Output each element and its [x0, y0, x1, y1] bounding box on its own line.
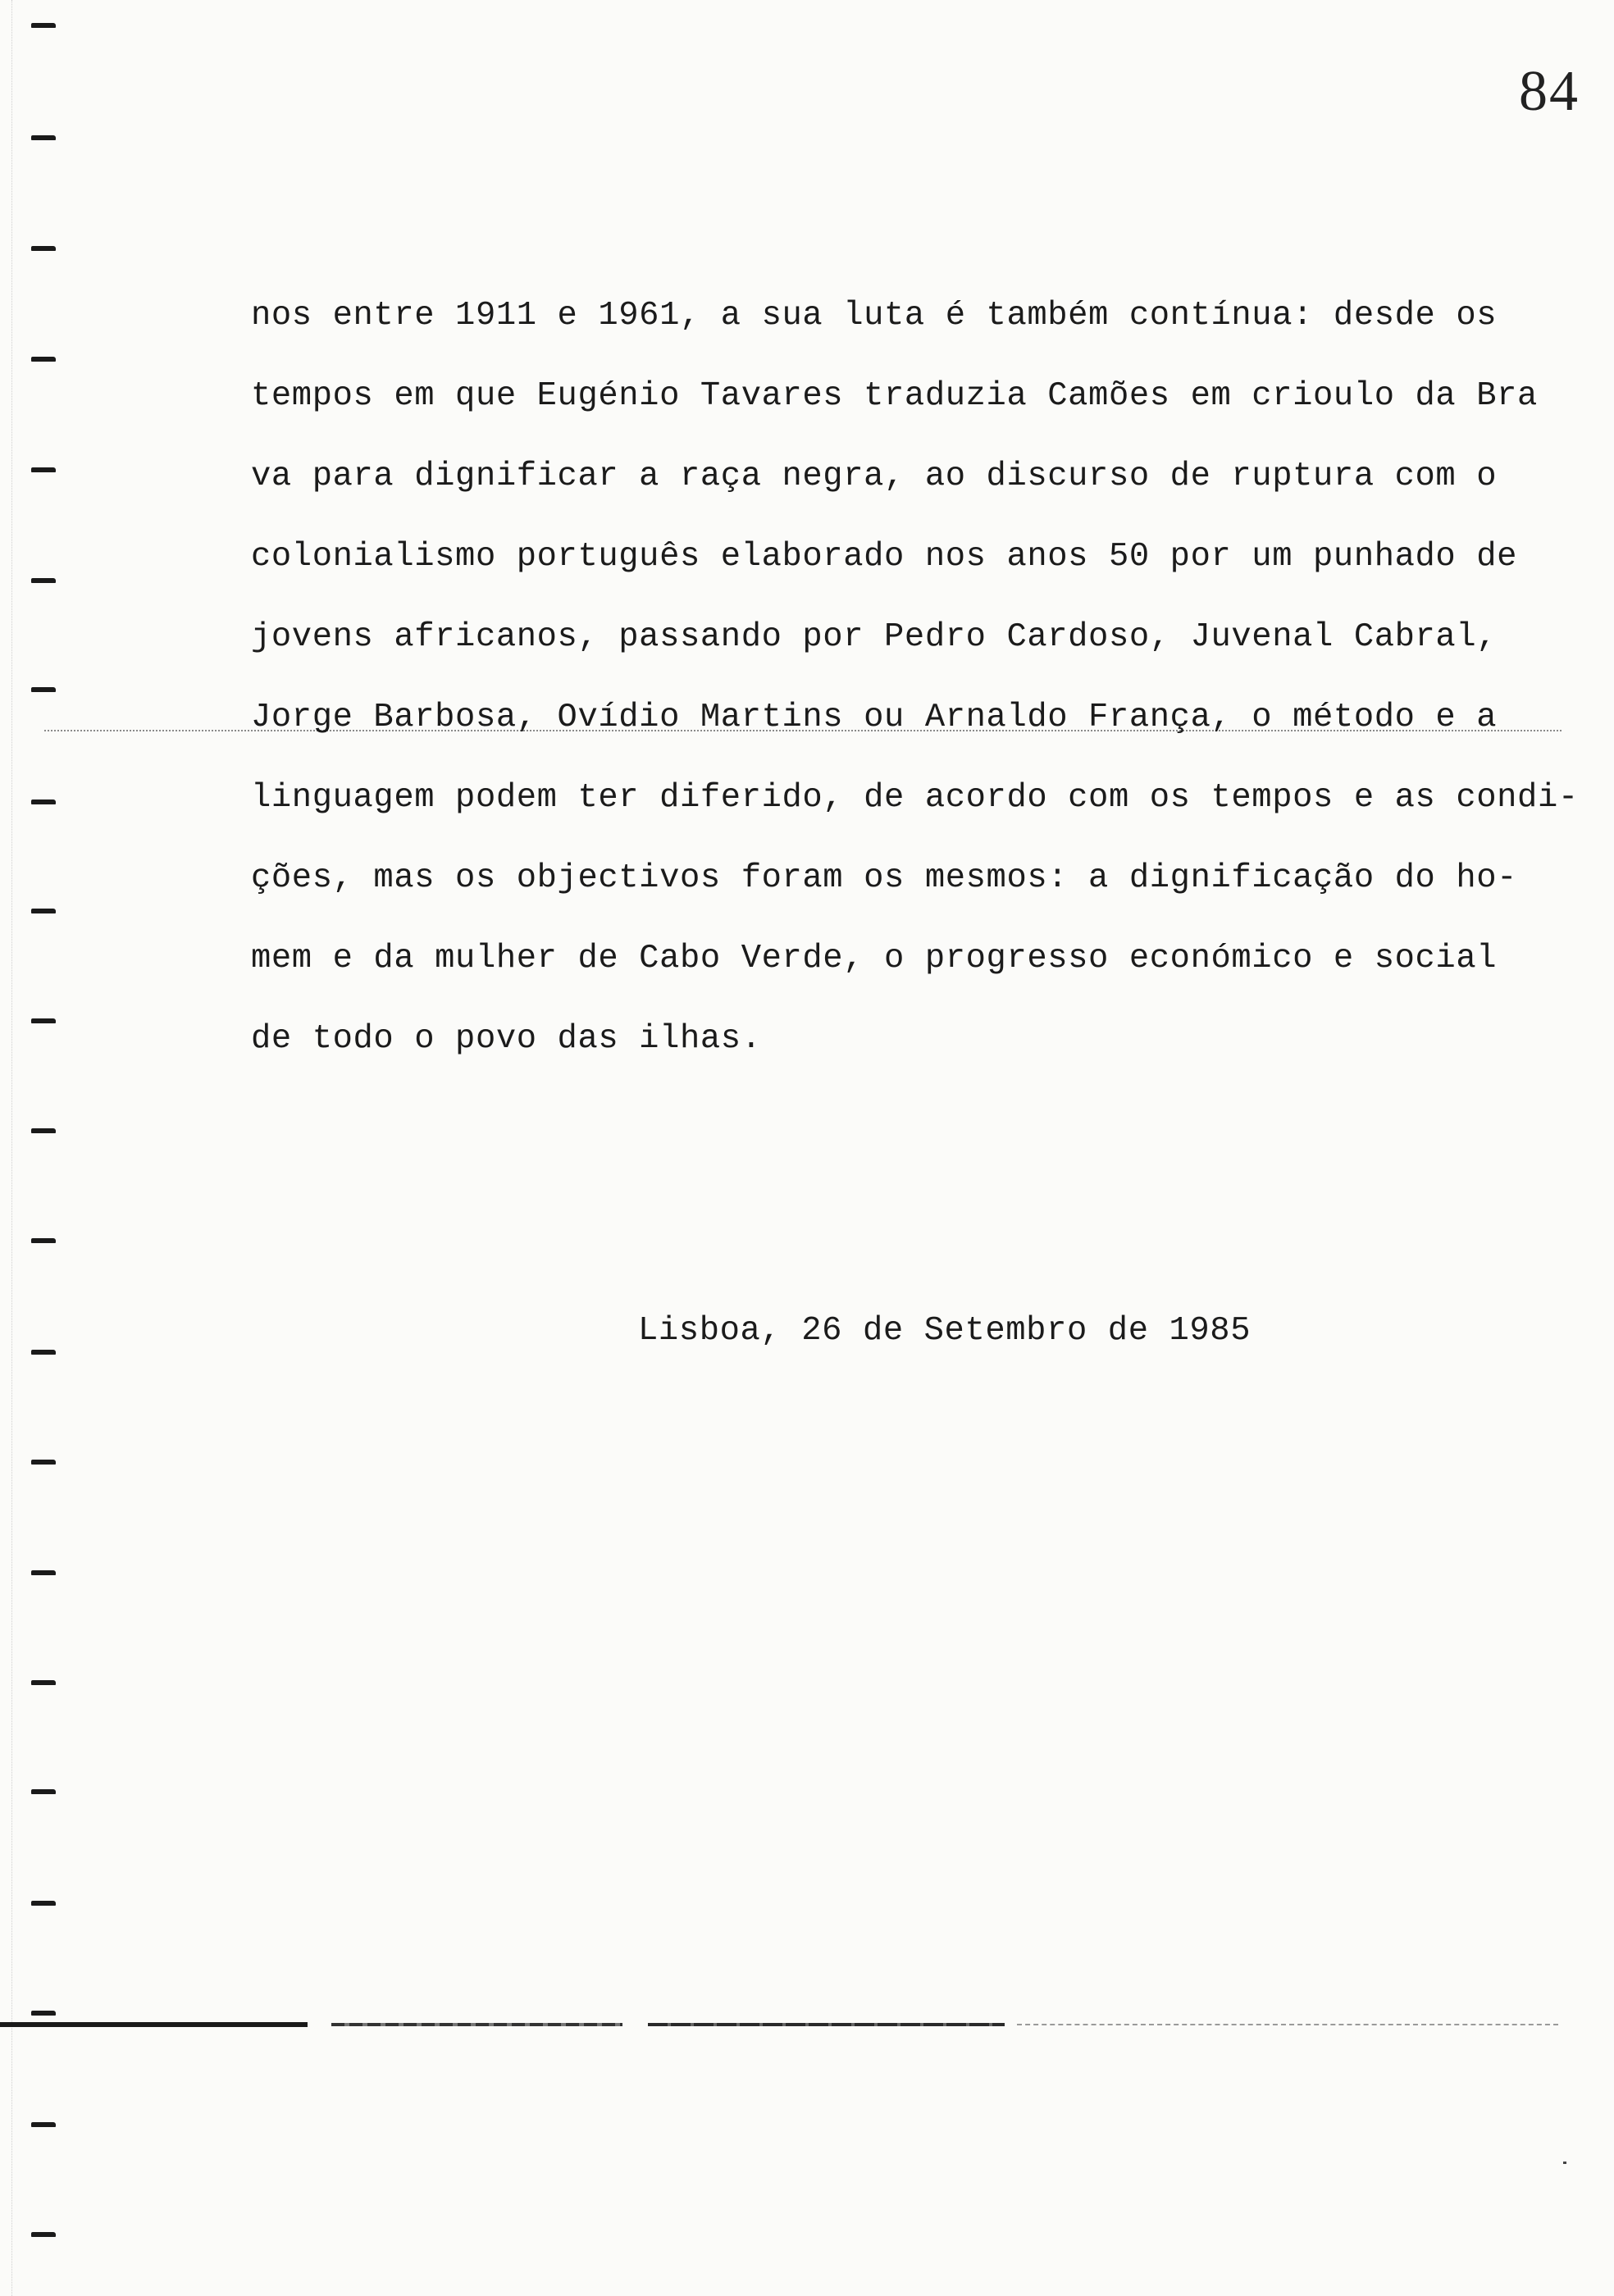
scan-artifact-rule [0, 2022, 308, 2027]
margin-tick-mark [31, 1789, 56, 1794]
margin-tick-mark [31, 2011, 56, 2016]
scan-artifact-rule [331, 2023, 622, 2026]
margin-tick-mark [31, 1901, 56, 1906]
margin-tick-mark [31, 1350, 56, 1355]
margin-tick-mark [31, 23, 56, 28]
place-date-line: Lisboa, 26 de Setembro de 1985 [638, 1312, 1252, 1350]
margin-tick-mark [31, 1018, 56, 1023]
margin-tick-mark [31, 1460, 56, 1465]
margin-tick-mark [31, 1238, 56, 1243]
margin-tick-mark [31, 467, 56, 472]
margin-tick-mark [31, 135, 56, 140]
margin-tick-mark [31, 2122, 56, 2127]
text-line: jovens africanos, passando por Pedro Cardoso, Juvenal Cabral, [251, 618, 1498, 656]
text-line: tempos em que Eugénio Tavares traduzia Camões em crioulo da Bra [251, 377, 1538, 415]
margin-tick-mark [31, 1128, 56, 1133]
text-line: de todo o povo das ilhas. [251, 1020, 762, 1058]
margin-tick-mark [31, 246, 56, 251]
margin-tick-mark [31, 800, 56, 804]
text-line: nos entre 1911 e 1961, a sua luta é também contínua: desde os [251, 297, 1498, 335]
page-number: 84 [1519, 60, 1580, 123]
text-line: Jorge Barbosa, Ovídio Martins ou Arnaldo França, o método e a [251, 699, 1498, 736]
margin-tick-mark [31, 357, 56, 362]
margin-tick-mark [31, 687, 56, 692]
binding-edge [0, 0, 12, 2296]
scan-artifact-rule [648, 2023, 1005, 2026]
margin-tick-mark [31, 578, 56, 583]
text-line: va para dignificar a raça negra, ao discurso de ruptura com o [251, 458, 1498, 495]
text-line: linguagem podem ter diferido, de acordo com os tempos e as condi- [251, 779, 1579, 817]
scan-artifact-rule [1017, 2024, 1558, 2027]
margin-tick-mark [31, 909, 56, 913]
text-line: colonialismo português elaborado nos anos 50 por um punhado de [251, 538, 1518, 576]
margin-tick-mark [31, 1570, 56, 1575]
text-line: mem e da mulher de Cabo Verde, o progresso económico e social [251, 940, 1498, 977]
text-line: ções, mas os objectivos foram os mesmos: a dignificação do ho- [251, 859, 1518, 897]
margin-tick-mark [31, 2232, 56, 2237]
scan-speck [1563, 2162, 1566, 2164]
margin-tick-mark [31, 1680, 56, 1685]
